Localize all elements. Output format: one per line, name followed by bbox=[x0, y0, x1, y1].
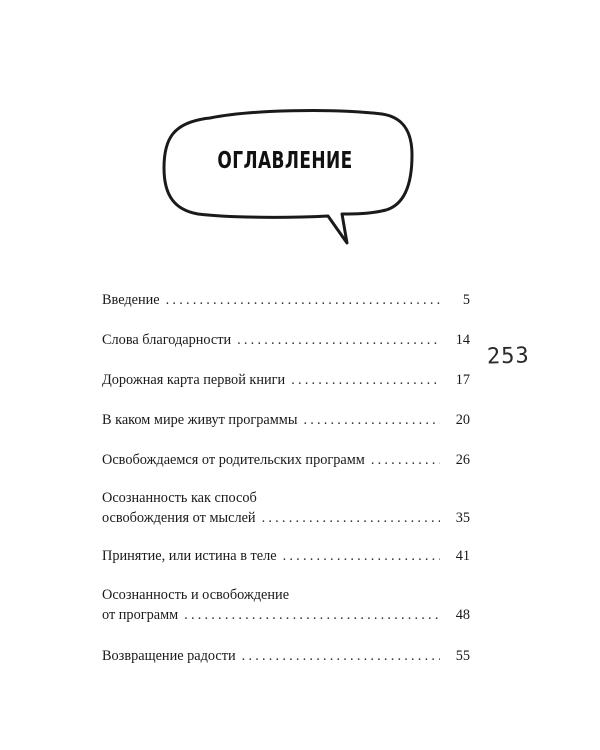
toc-entry-page: 14 bbox=[455, 332, 470, 348]
toc-entry-title: от программ bbox=[102, 607, 179, 623]
dot-leader bbox=[303, 410, 440, 430]
dot-leader bbox=[166, 290, 440, 310]
toc-entry-title-line1: Осознанность как способ bbox=[102, 490, 257, 506]
dot-leader bbox=[291, 370, 440, 390]
toc-entry-title: В каком мире живут программы bbox=[102, 412, 298, 428]
dot-leader bbox=[371, 450, 440, 470]
toc-entry[interactable] bbox=[102, 450, 470, 470]
toc-entry[interactable] bbox=[102, 370, 470, 390]
toc-entry-page: 35 bbox=[455, 510, 470, 526]
toc-entry-page: 55 bbox=[455, 648, 470, 664]
page-number: 253 bbox=[486, 343, 531, 370]
toc-entry-page: 17 bbox=[455, 372, 470, 388]
toc-entry-title: Освобождаемся от родительских программ bbox=[102, 452, 365, 468]
toc-entry-page: 26 bbox=[455, 452, 470, 468]
dot-leader bbox=[262, 508, 440, 528]
dot-leader bbox=[184, 605, 440, 625]
dot-leader bbox=[237, 330, 440, 350]
toc-entry[interactable] bbox=[102, 646, 470, 666]
toc-entry-page: 41 bbox=[455, 548, 470, 564]
toc-entry[interactable] bbox=[102, 410, 470, 430]
toc-entry-title: освобождения от мыслей bbox=[102, 510, 256, 526]
toc-entry[interactable] bbox=[102, 488, 470, 528]
toc-entry[interactable] bbox=[102, 546, 470, 566]
toc-entry-page: 20 bbox=[455, 412, 470, 428]
toc-entry-title-line1: Осознанность и освобождение bbox=[102, 587, 290, 603]
toc-entry-title: Слова благодарности bbox=[102, 332, 232, 348]
toc-entry[interactable] bbox=[102, 290, 470, 310]
toc-entry-title: Дорожная карта первой книги bbox=[102, 372, 286, 388]
toc-entry-page: 5 bbox=[462, 292, 470, 308]
dot-leader bbox=[242, 646, 440, 666]
toc-entry-title: Введение bbox=[102, 292, 160, 308]
toc-heading: ОГЛАВЛЕНИЕ bbox=[217, 148, 353, 174]
toc-entry-title: Возвращение радости bbox=[102, 648, 236, 664]
dot-leader bbox=[283, 546, 440, 566]
toc-entry[interactable] bbox=[102, 330, 470, 350]
speech-bubble bbox=[150, 100, 420, 250]
toc-entry-title: Принятие, или истина в теле bbox=[102, 548, 277, 564]
toc-entry[interactable] bbox=[102, 585, 470, 625]
speech-bubble-icon bbox=[150, 100, 420, 250]
toc-entry-page: 48 bbox=[455, 607, 470, 623]
